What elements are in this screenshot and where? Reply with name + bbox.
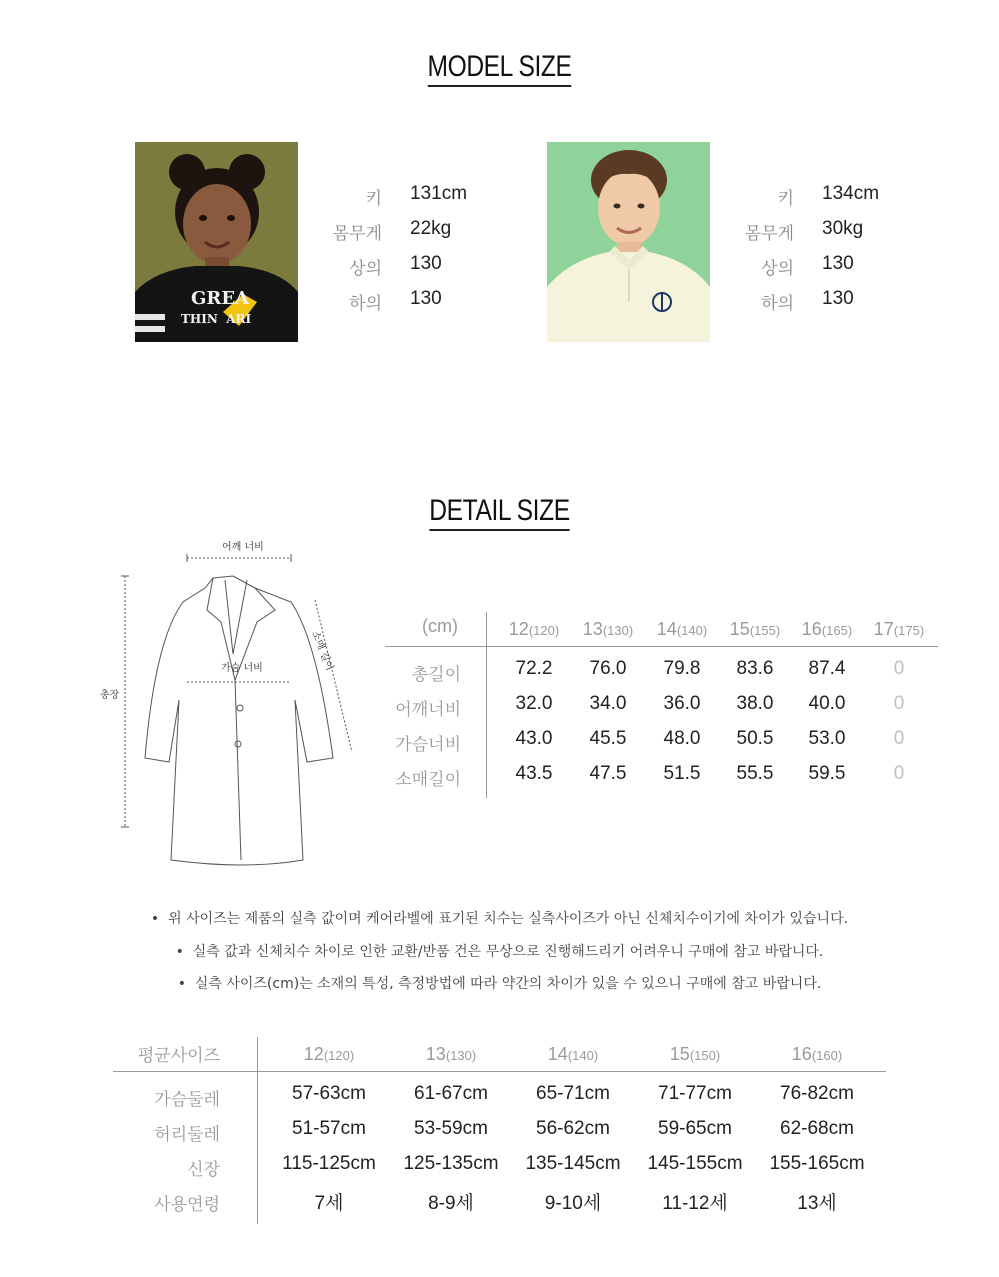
avg-col-header: 12(120) — [303, 1044, 355, 1064]
detail-cell: 34.0 — [589, 693, 627, 714]
stat-value-weight: 30kg — [822, 218, 864, 239]
avg-cell: 76-82cm — [780, 1083, 854, 1104]
detail-cell: 72.2 — [515, 658, 553, 679]
detail-col-header: 14(140) — [656, 619, 708, 639]
detail-row-label: 어깨너비 — [395, 700, 461, 720]
avg-col-header: 15(150) — [669, 1044, 721, 1064]
avg-cell: 53-59cm — [414, 1118, 488, 1139]
avg-header-label: 평균사이즈 — [137, 1046, 220, 1066]
detail-row-label: 소매길이 — [395, 770, 461, 790]
detail-cell: 59.5 — [808, 763, 846, 784]
avg-cell: 61-67cm — [414, 1083, 488, 1104]
avg-cell: 59-65cm — [658, 1118, 732, 1139]
detail-cell: 47.5 — [589, 763, 627, 784]
detail-cell: 36.0 — [663, 693, 701, 714]
avg-cell: 11-12세 — [662, 1193, 728, 1214]
note-item: • 위 사이즈는 제품의 실측 값이며 케어라벨에 표기된 치수는 실측사이즈가 아닌 신체치수이기에 차이가 있습니다. — [150, 911, 849, 927]
avg-cell: 115-125cm — [282, 1153, 376, 1174]
stat-label-weight: 몸무게 — [744, 224, 794, 244]
stat-label-height: 키 — [365, 189, 382, 209]
stat-label-bottom: 하의 — [349, 294, 382, 314]
detail-cell: 43.0 — [515, 728, 553, 749]
detail-col-header: 17(175) — [873, 619, 925, 639]
avg-col-header: 16(160) — [791, 1044, 843, 1064]
avg-row-label: 신장 — [187, 1160, 220, 1180]
detail-cell: 76.0 — [589, 658, 627, 679]
detail-cell: 79.8 — [663, 658, 701, 679]
diagram-label-chest: 가슴 너비 — [221, 663, 263, 674]
avg-row-label: 허리둘레 — [154, 1125, 220, 1145]
detail-col-header: 15(155) — [729, 619, 781, 639]
detail-cell: 0 — [893, 763, 905, 784]
avg-cell: 13세 — [797, 1193, 837, 1214]
coat-diagram — [95, 530, 375, 875]
detail-cell: 43.5 — [515, 763, 553, 784]
avg-column-divider — [257, 1037, 258, 1224]
detail-cell: 38.0 — [736, 693, 774, 714]
avg-col-header: 13(130) — [425, 1044, 477, 1064]
diagram-label-sleeve: 소매 길이 — [309, 629, 335, 673]
detail-column-divider — [486, 612, 487, 798]
detail-cell: 51.5 — [663, 763, 701, 784]
stat-label-weight: 몸무게 — [332, 224, 382, 244]
model-size-title: MODEL SIZE — [90, 50, 909, 84]
shirt-print-1: GREA — [191, 288, 250, 309]
stat-value-top: 130 — [822, 253, 854, 274]
detail-cell: 50.5 — [736, 728, 774, 749]
detail-cell: 0 — [893, 693, 905, 714]
detail-cell: 87.4 — [808, 658, 846, 679]
avg-cell: 9-10세 — [544, 1193, 602, 1214]
stat-value-height: 134cm — [822, 183, 880, 204]
avg-header-divider — [113, 1071, 886, 1072]
detail-row-label: 가슴너비 — [395, 735, 461, 755]
detail-col-header: 13(130) — [582, 619, 634, 639]
shirt-print-2: THIN ARI — [181, 312, 252, 326]
stat-value-height: 131cm — [410, 183, 468, 204]
detail-cell: 32.0 — [515, 693, 553, 714]
avg-cell: 62-68cm — [780, 1118, 854, 1139]
detail-header-divider — [385, 646, 938, 647]
detail-size-title: DETAIL SIZE — [90, 494, 909, 528]
detail-row-label: 총길이 — [411, 665, 461, 685]
diagram-label-shoulder: 어깨 너비 — [222, 542, 264, 553]
avg-cell: 135-145cm — [525, 1153, 621, 1174]
stat-label-top: 상의 — [761, 259, 794, 279]
avg-cell: 57-63cm — [292, 1083, 366, 1104]
avg-cell: 125-135cm — [403, 1153, 499, 1174]
detail-col-header: 16(165) — [801, 619, 853, 639]
model-2-photo — [547, 142, 710, 342]
detail-cell: 0 — [893, 728, 905, 749]
coat-illustration — [95, 530, 375, 875]
stat-value-bottom: 130 — [822, 288, 854, 309]
note-item: • 실측 값과 신체치수 차이로 인한 교환/반품 건은 무상으로 진행해드리기 어려우니 구매에 참고 바랍니다. — [175, 944, 824, 960]
detail-cell: 83.6 — [736, 658, 774, 679]
avg-cell: 145-155cm — [647, 1153, 743, 1174]
avg-cell: 51-57cm — [292, 1118, 366, 1139]
stat-label-height: 키 — [777, 189, 794, 209]
avg-cell: 71-77cm — [658, 1083, 732, 1104]
avg-row-label: 사용연령 — [154, 1195, 220, 1215]
note-item: • 실측 사이즈(cm)는 소재의 특성, 측정방법에 따라 약간의 차이가 있을 수 있으니 구매에 참고 바랍니다. — [177, 976, 822, 992]
detail-cell: 45.5 — [589, 728, 627, 749]
avg-cell: 65-71cm — [536, 1083, 610, 1104]
model-1-photo — [135, 142, 298, 342]
detail-col-header: 12(120) — [508, 619, 560, 639]
stat-value-weight: 22kg — [410, 218, 452, 239]
stat-label-top: 상의 — [349, 259, 382, 279]
detail-cell: 40.0 — [808, 693, 846, 714]
avg-cell: 7세 — [314, 1193, 344, 1214]
stat-value-top: 130 — [410, 253, 442, 274]
detail-unit-header: (cm) — [422, 616, 458, 636]
diagram-label-length: 총장 — [100, 690, 120, 701]
detail-cell: 48.0 — [663, 728, 701, 749]
avg-cell: 155-165cm — [769, 1153, 865, 1174]
avg-row-label: 가슴둘레 — [154, 1090, 220, 1110]
detail-cell: 53.0 — [808, 728, 846, 749]
detail-cell: 55.5 — [736, 763, 774, 784]
stat-label-bottom: 하의 — [761, 294, 794, 314]
stat-value-bottom: 130 — [410, 288, 442, 309]
avg-cell: 56-62cm — [536, 1118, 610, 1139]
avg-cell: 8-9세 — [428, 1193, 474, 1214]
detail-cell: 0 — [893, 658, 905, 679]
avg-col-header: 14(140) — [547, 1044, 599, 1064]
